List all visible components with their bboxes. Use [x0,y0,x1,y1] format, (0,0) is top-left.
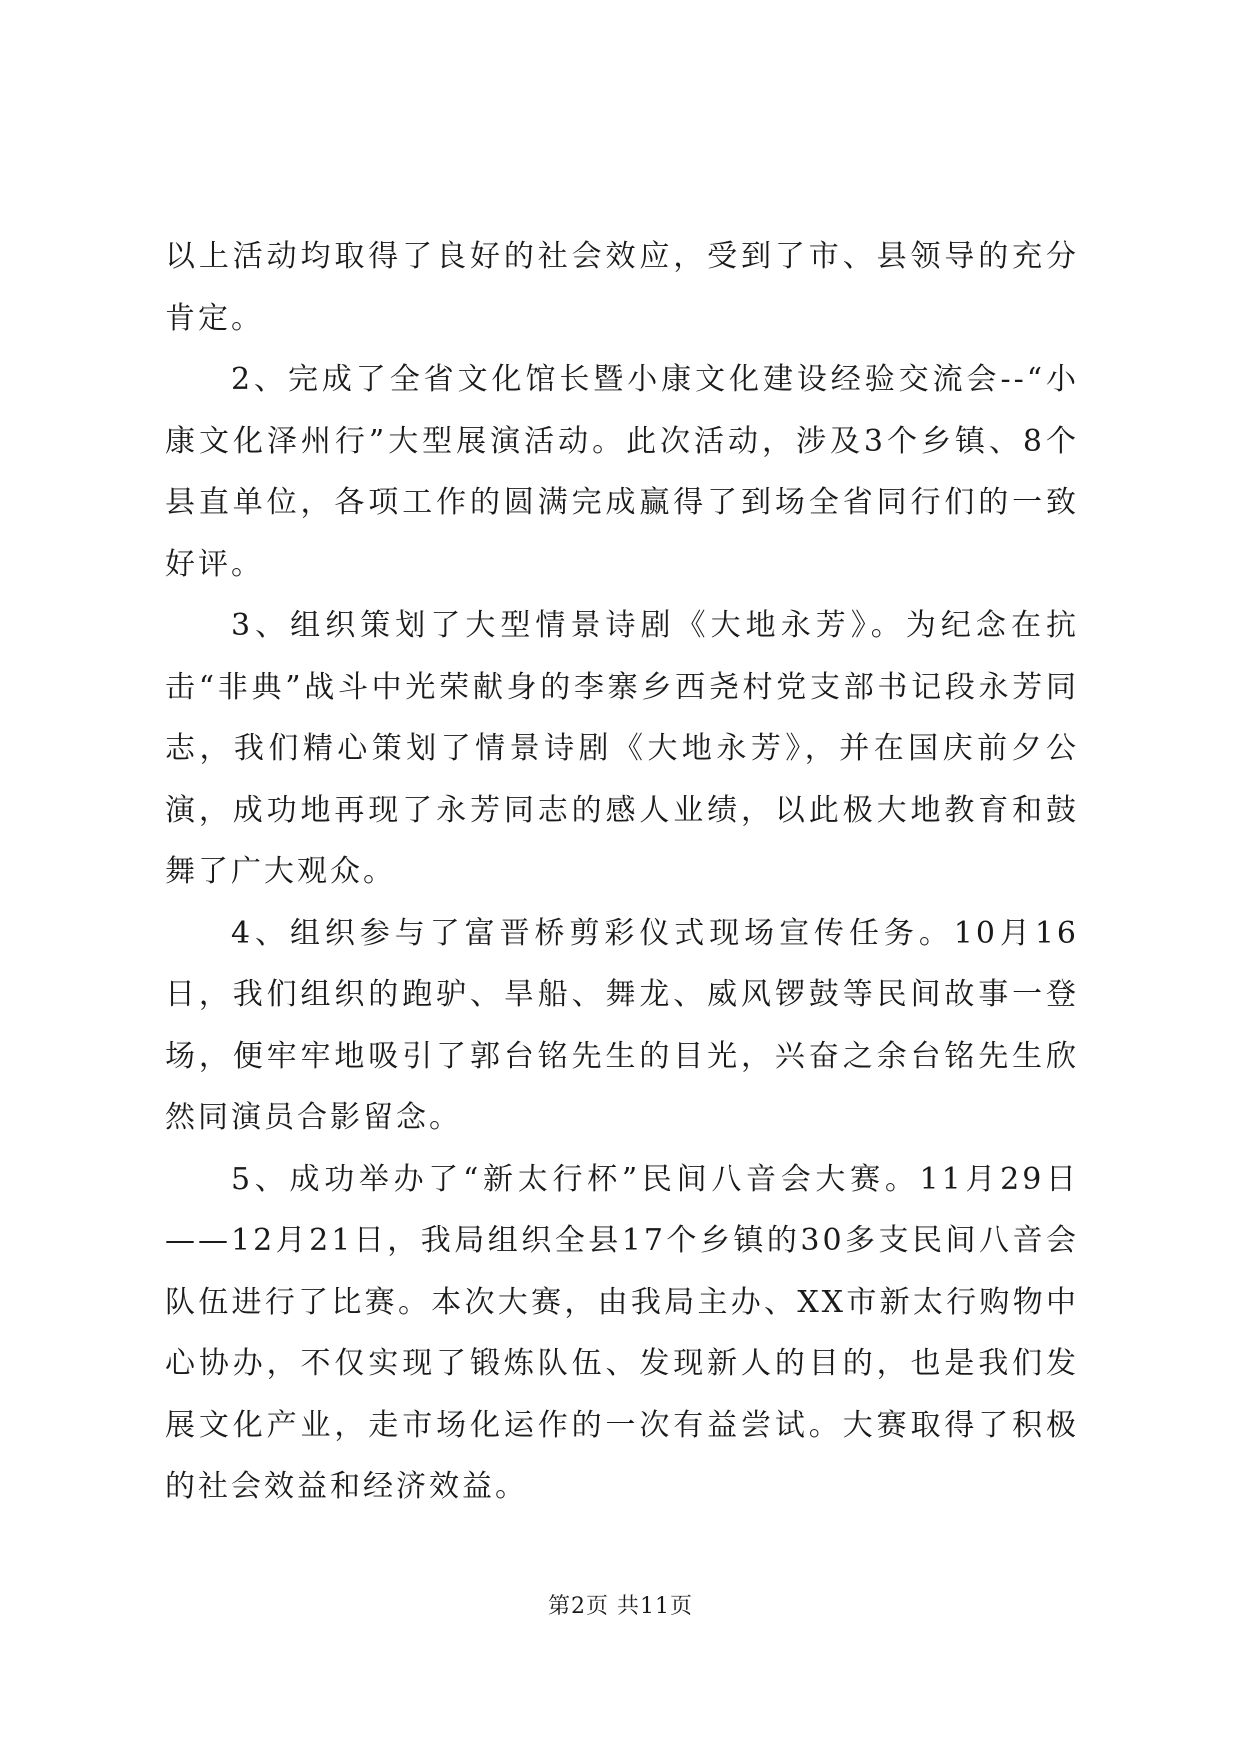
paragraph-5: 5、成功举办了“新太行杯”民间八音会大赛。11月29日——12月21日，我局组织全县17个乡镇的30多支民间八音会队伍进行了比赛。本次大赛，由我局主办、XX市新太行购物中心协办，不仅实现了锻炼队伍、发现新人的目的，也是我们发展文化产业，走市场化运作的一次有益尝试。大赛取得了积极的社会效益和经济效益。 [165,1161,1079,1504]
paragraph-3: 3、组织策划了大型情景诗剧《大地永芳》。为纪念在抗击“非典”战斗中光荣献身的李寨乡西尧村党支部书记段永芳同志，我们精心策划了情景诗剧《大地永芳》，并在国庆前夕公演，成功地再现了永芳同志的感人业绩，以此极大地教育和鼓舞了广大观众。 [165,608,1079,889]
document-body [165,226,1079,1518]
paragraph-2: 2、完成了全省文化馆长暨小康文化建设经验交流会--“小康文化泽州行”大型展演活动。此次活动，涉及3个乡镇、8个县直单位，各项工作的圆满完成赢得了到场全省同行们的一致好评。 [165,362,1079,582]
paragraph-1: 以上活动均取得了良好的社会效应，受到了市、县领导的充分肯定。 [165,239,1079,336]
page-number-footer: 第2页 共11页 [548,1594,693,1619]
paragraph-4: 4、组织参与了富晋桥剪彩仪式现场宣传任务。10月16日，我们组织的跑驴、旱船、舞龙、威风锣鼓等民间故事一登场，便牢牢地吸引了郭台铭先生的目光，兴奋之余台铭先生欣然同演员合影留念。 [165,915,1079,1135]
